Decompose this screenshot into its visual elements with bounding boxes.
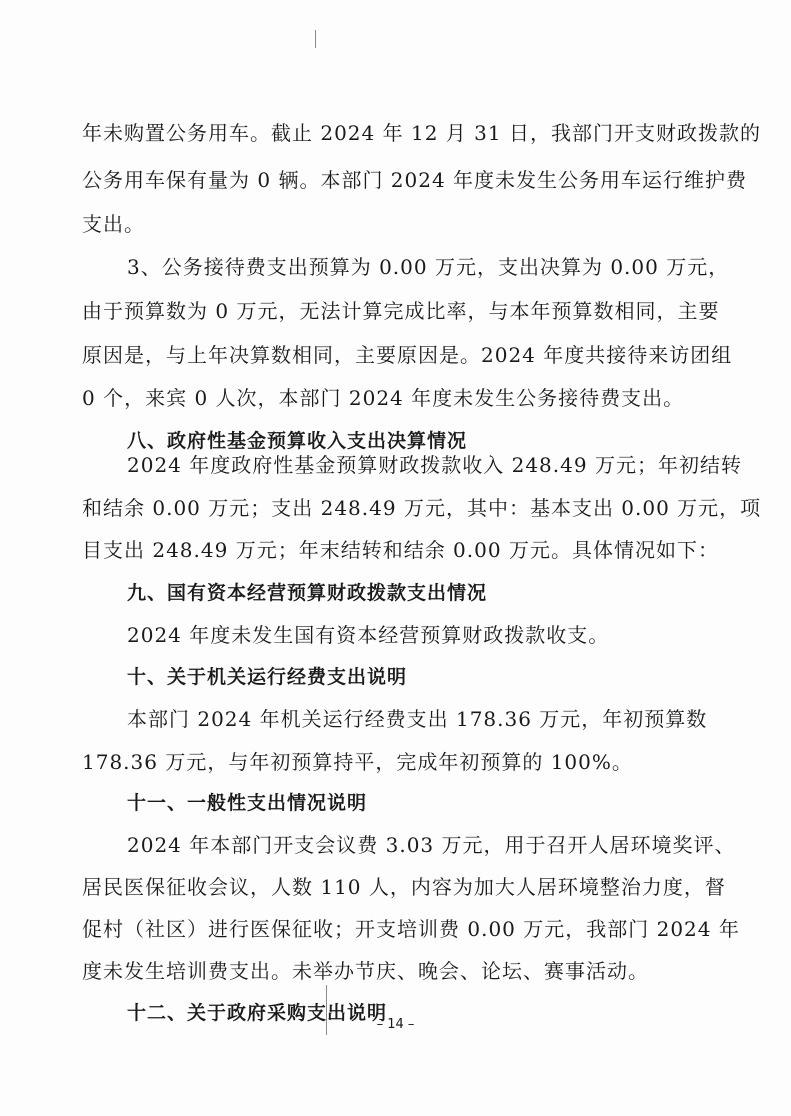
text-line: 原因是，与上年决算数相同，主要原因是。2024 年度共接待来访团组 xyxy=(82,343,733,367)
section-heading: 十二、关于政府采购支出说明 xyxy=(127,1002,388,1024)
text-line: 3、公务接待费支出预算为 0.00 万元，支出决算为 0.00 万元， xyxy=(127,255,730,279)
text-line: 目支出 248.49 万元；年末结转和结余 0.00 万元。具体情况如下： xyxy=(82,538,719,562)
section-heading: 十、关于机关运行经费支出说明 xyxy=(127,666,408,688)
text-line: 促村（社区）进行医保征收；开支培训费 0.00 万元，我部门 2024 年 xyxy=(82,917,740,941)
text-line: 由于预算数为 0 万元，无法计算完成比率，与本年预算数相同，主要 xyxy=(82,299,720,323)
text-line: 居民医保征收会议，人数 110 人，内容为加大人居环境整治力度，督 xyxy=(82,875,726,899)
scan-mark xyxy=(315,30,316,48)
text-line: 年未购置公务用车。截止 2024 年 12 月 31 日，我部门开支财政拨款的 xyxy=(82,121,761,145)
section-heading: 十一、一般性支出情况说明 xyxy=(127,792,368,814)
page-number: – 14 – xyxy=(376,1017,415,1032)
text-line: 178.36 万元，与年初预算持平，完成年初预算的 100%。 xyxy=(82,750,633,774)
section-heading: 九、国有资本经营预算财政拨款支出情况 xyxy=(127,582,488,604)
text-line: 本部门 2024 年机关运行经费支出 178.36 万元，年初预算数 xyxy=(127,707,708,731)
text-line: 支出。 xyxy=(82,212,145,236)
text-line: 0 个，来宾 0 人次，本部门 2024 年度未发生公务接待费支出。 xyxy=(82,386,685,410)
text-line: 公务用车保有量为 0 辆。本部门 2024 年度未发生公务用车运行维护费 xyxy=(82,168,748,192)
text-line: 2024 年度政府性基金预算财政拨款收入 248.49 万元；年初结转 xyxy=(127,453,742,477)
text-line: 2024 年本部门开支会议费 3.03 万元，用于召开人居环境奖评、 xyxy=(127,833,736,857)
text-line: 度未发生培训费支出。未举办节庆、晚会、论坛、赛事活动。 xyxy=(82,959,649,983)
text-line: 2024 年度未发生国有资本经营预算财政拨款收支。 xyxy=(127,623,610,647)
section-heading: 八、政府性基金预算收入支出决算情况 xyxy=(127,430,468,452)
text-line: 和结余 0.00 万元；支出 248.49 万元，其中：基本支出 0.00 万元，项 xyxy=(82,496,762,520)
